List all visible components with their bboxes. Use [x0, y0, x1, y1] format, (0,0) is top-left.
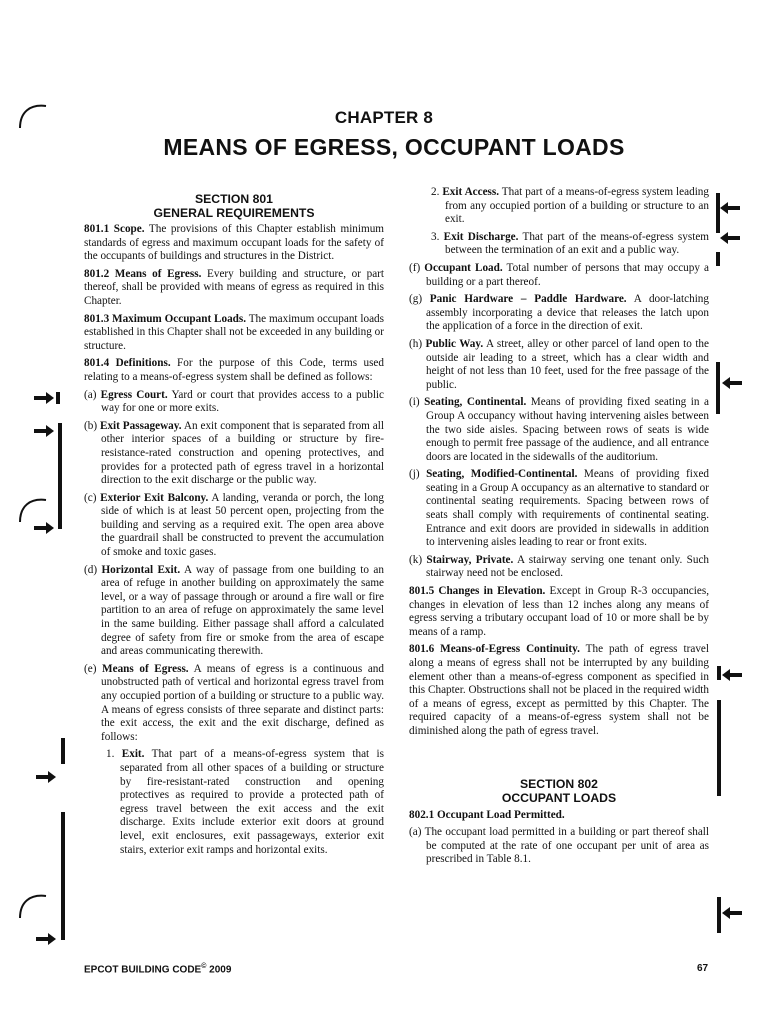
paragraph-802-1: 802.1 Occupant Load Permitted. [409, 808, 565, 821]
definition-horizontal-exit: (d) Horizontal Exit. A way of passage from one building to an area of refuge in another building on approximately the same level, or a way of passage through or around a fire wall or fire partition to an area of refuge on approximately the same level in the same building. Either passage shall afford a calculated degree of safety from fire or smoke from the area of escape and areas communicating therewith. [84, 563, 384, 658]
definition-public-way: (h) Public Way. A street, alley or other parcel of land open to the outside air leading to a street, which has a clear width and height of not less than 10 feet, used for the free passage of the public. [409, 337, 709, 391]
scan-mark-icon [18, 890, 48, 925]
definition-seating-modified-continental: (j) Seating, Modified-Continental. Means of providing fixed seating in a Group A occupancy as an alternative to standard or continental seating requirements. Spacing between rows of seats shall comply with requirements of continental seating. Entrance and exit doors are provided in sidewalls in addition to intervening aisles leading to rear or front exits. [409, 468, 710, 549]
definition-means-of-egress: (e) Means of Egress. A means of egress is a continuous and unobstructed path of vertical and horizontal egress travel from any occupied portion of a building or structure to a public way. A means of egress consists of three separate and distinct parts: the exit access, the exit and the exit discharge, defined as follows: [84, 662, 384, 743]
revision-arrow-left-icon [722, 906, 742, 924]
definition-panic-hardware: (g) Panic Hardware – Paddle Hardware. A door-latching assembly incorporating a device that releases the latch upon the application of a force in the direction of exit. [409, 293, 709, 333]
definition-exit: 1. Exit. That part of a means-of-egress system that is separated from all other spaces of a building or structure by fire-resistant-rated construction and opening protectives as required to provide a protected path of egress travel between the exit access and the exit discharge. Exits include exterior exit doors at ground level, exit enclosures, exit passageways, exterior exit stairs, exterior exit ramps and horizontal exits. [106, 748, 384, 856]
page-title: MEANS OF EGRESS, OCCUPANT LOADS [163, 134, 625, 160]
scan-mark-icon [18, 494, 48, 529]
revision-arrow-icon [36, 770, 58, 788]
revision-bar [716, 252, 720, 266]
revision-bar [717, 897, 721, 933]
revision-arrow-left-icon [720, 201, 740, 219]
revision-arrow-left-icon [722, 668, 742, 686]
right-column [409, 186, 709, 871]
left-column [84, 192, 384, 861]
section-802-number: SECTION 802 [520, 776, 598, 791]
definition-seating-continental: (i) Seating, Continental. Means of providing fixed seating in a Group A occupancy without having intervening aisles between the two side aisles. Spacing between rows of seats is wide enough to permit free passage of the audience, and all entrance doors are located in the sidewalls of the auditorium. [409, 396, 710, 463]
revision-arrow-left-icon [722, 376, 742, 394]
paragraph-801-2: 801.2 Means of Egress. Every building and structure, or part thereof, shall be provided with means of egress as required in this Chapter. [84, 267, 385, 307]
revision-bar [61, 812, 65, 940]
section-801-number: SECTION 801 [195, 192, 273, 206]
definition-egress-court: (a) Egress Court. Yard or court that provides access to a public way for one or more exits. [84, 388, 384, 415]
revision-bar [717, 700, 721, 796]
paragraph-801-3: 801.3 Maximum Occupant Loads. The maximum occupant loads established in this Chapter shall not be exceeded in any building or structure. [84, 312, 384, 352]
section-801-name: GENERAL REQUIREMENTS [153, 206, 315, 220]
revision-bar [58, 423, 62, 529]
revision-arrow-icon [34, 391, 62, 409]
section-802-name: OCCUPANT LOADS [501, 790, 617, 805]
footer-code-name: EPCOT BUILDING CODE© 2009 [84, 963, 232, 976]
definition-exit-access: 2. Exit Access. That part of a means-of-egress system leading from any occupied portion of a building or structure to an exit. [431, 186, 709, 226]
paragraph-801-6: 801.6 Means-of-Egress Continuity. The path of egress travel along a means of egress shall not be interrupted by any building element other than a means-of-egress component as specified in this Chapter. Obstructions shall not be placed in the required width of a means of egress, except as permitted by this Chapter. The required capacity of a means-of-egress system shall not be diminished along the path of egress travel. [409, 643, 709, 737]
revision-bar [717, 666, 721, 680]
definition-occupant-load: (f) Occupant Load. Total number of persons that may occupy a building or a part thereof. [409, 261, 710, 288]
paragraph-801-5: 801.5 Changes in Elevation. Except in Group R-3 occupancies, changes in elevation of less than 12 inches along any means of egress serving a tributary occupant load of 10 or more shall be by means of a ramp. [409, 585, 709, 638]
chapter-label: CHAPTER 8 [334, 108, 434, 127]
revision-bar [716, 362, 720, 414]
scan-mark-icon [18, 100, 48, 135]
revision-arrow-icon [34, 424, 56, 442]
revision-arrow-icon [36, 932, 58, 950]
definition-exit-discharge: 3. Exit Discharge. That part of the means-of-egress system between the termination of an exit and a public way. [431, 230, 709, 257]
paragraph-802-1-a: (a) The occupant load permitted in a building or part thereof shall be computed at the rate of one occupant per unit of area as prescribed in Table 8.1. [409, 826, 710, 866]
revision-bar [61, 738, 65, 764]
definition-exit-passageway: (b) Exit Passageway. An exit component that is separated from all other interior spaces of a building or structure by fire-resistance-rated construction and opening protectives, and provides for a protected path of egress travel in a horizontal direction to the exit discharge or the public way. [84, 419, 384, 487]
page-number: 67 [697, 963, 709, 974]
paragraph-801-1: 801.1 Scope. The provisions of this Chapter establish minimum standards of egress and maximum occupant loads for the safety of the occupants of buildings and structures in the District. [84, 223, 385, 263]
definition-stairway-private: (k) Stairway, Private. A stairway serving one tenant only. Such stairway need not be enclosed. [409, 553, 710, 580]
revision-arrow-left-icon [720, 231, 740, 249]
definition-exterior-exit-balcony: (c) Exterior Exit Balcony. A landing, veranda or porch, the long side of which is at least 50 percent open, projecting from the building and serving as a required exit. The open area above the guardrail shall be constructed to prevent the accumulation of smoke and toxic gases. [84, 491, 384, 559]
paragraph-801-4: 801.4 Definitions. For the purpose of this Code, terms used relating to a means-of-egress system shall be defined as follows: [84, 357, 384, 383]
